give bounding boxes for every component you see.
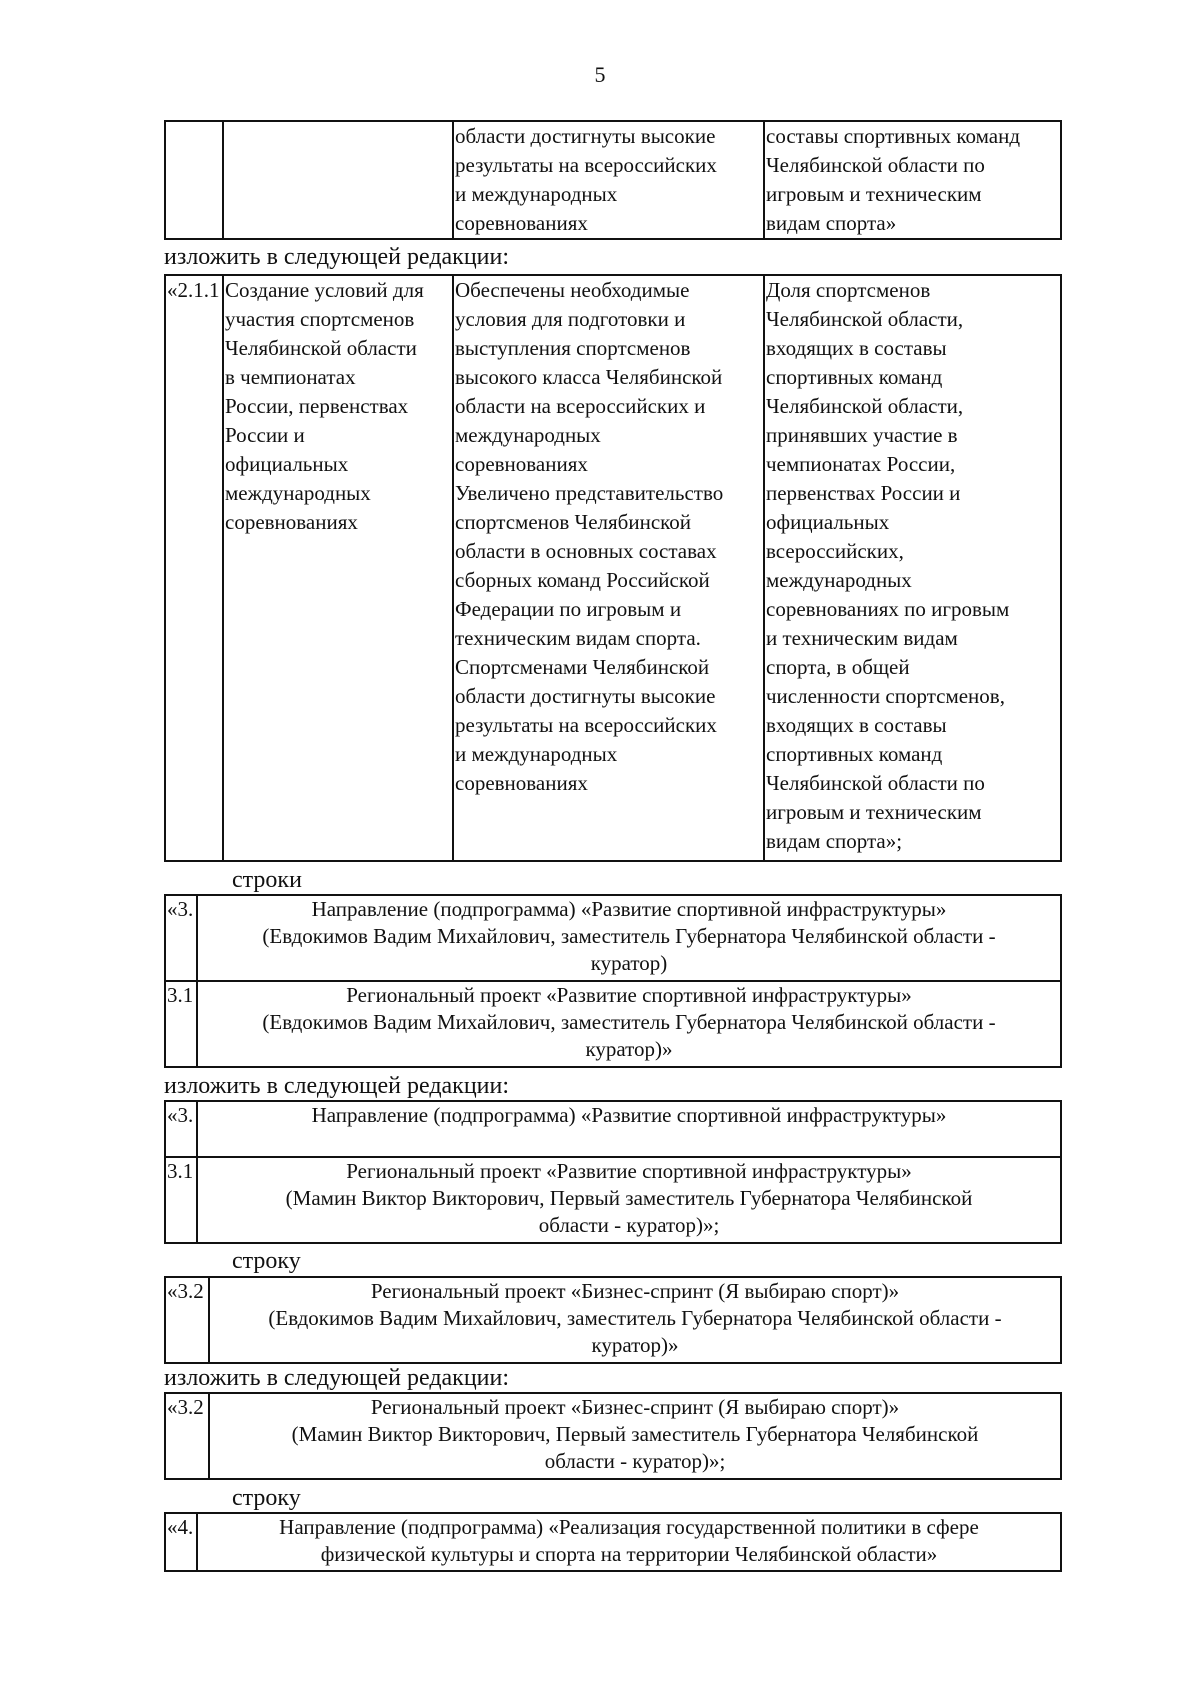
table-cell-number: «3. bbox=[165, 1101, 197, 1157]
table-cell-activity: Создание условий для участия спортсменов Челябинской области в чемпионатах России, первенствах России и официальных международных соревнованиях bbox=[223, 275, 453, 861]
table-row bbox=[165, 1277, 1061, 1363]
table-cell-number bbox=[165, 121, 223, 239]
edit-instruction-2: изложить в следующей редакции: bbox=[164, 1073, 510, 1099]
page-number: 5 bbox=[594, 62, 606, 87]
table-section-3-new bbox=[164, 1100, 1062, 1244]
table-cell-text: Направление (подпрограмма) «Развитие спортивной инфраструктуры» (Евдокимов Вадим Михайлович, заместитель Губернатора Челябинской области - куратор) bbox=[197, 895, 1061, 981]
table-cell-indicator: составы спортивных команд Челябинской области по игровым и техническим видам спорта» bbox=[764, 121, 1061, 239]
table-cell-number: «3.2 bbox=[165, 1393, 209, 1479]
edit-instruction-3: изложить в следующей редакции: bbox=[164, 1365, 510, 1391]
row-label-2: строку bbox=[232, 1485, 301, 1511]
edit-instruction-1: изложить в следующей редакции: bbox=[164, 244, 510, 270]
table-cell-text: Региональный проект «Развитие спортивной инфраструктуры» (Мамин Виктор Викторович, Первый заместитель Губернатора Челябинской области - куратор)»; bbox=[197, 1157, 1061, 1243]
row-label-1: строку bbox=[232, 1248, 301, 1274]
table-cell-result: области достигнуты высокие результаты на всероссийских и международных соревнованиях bbox=[453, 121, 764, 239]
table-cell-number: «4. bbox=[165, 1513, 197, 1571]
table-cell-number: «3.2 bbox=[165, 1277, 209, 1363]
table-row bbox=[165, 121, 1061, 239]
table-row bbox=[165, 895, 1061, 981]
rows-label: строки bbox=[232, 867, 302, 893]
table-row bbox=[165, 1157, 1061, 1243]
table-section-4 bbox=[164, 1512, 1062, 1572]
table-cell-result: Обеспечены необходимые условия для подготовки и выступления спортсменов высокого класса Челябинской области на всероссийских и международных соревнованиях Увеличено представительство спортсменов Челябинской области в основных составах сборных команд Российской Федерации по игровым и техническим видам спорта. Спортсменами Челябинской области достигнуты высокие результаты на всероссийских и международных соревнованиях bbox=[453, 275, 764, 861]
table-cell-indicator: Доля спортсменов Челябинской области, входящих в составы спортивных команд Челябинской области, принявших участие в чемпионатах России, первенствах России и официальных всероссийских, международных соревнованиях по игровым и техническим видам спорта, в общей численности спортсменов, входящих в составы спортивных команд Челябинской области по игровым и техническим видам спорта»; bbox=[764, 275, 1061, 861]
table-cell-text: Направление (подпрограмма) «Реализация государственной политики в сфере физической культуры и спорта на территории Челябинской области» bbox=[197, 1513, 1061, 1571]
table-cell-text: Направление (подпрограмма) «Развитие спортивной инфраструктуры» bbox=[197, 1101, 1061, 1157]
table-row bbox=[165, 1393, 1061, 1479]
table-cell-text: Региональный проект «Бизнес-спринт (Я выбираю спорт)» (Евдокимов Вадим Михайлович, заместитель Губернатора Челябинской области - куратор)» bbox=[209, 1277, 1061, 1363]
table-item-3-2-old bbox=[164, 1276, 1062, 1364]
table-row bbox=[165, 275, 1061, 861]
table-cell-number: 3.1 bbox=[165, 1157, 197, 1243]
table-cell-number: «2.1.1 bbox=[165, 275, 223, 861]
table-cell-activity bbox=[223, 121, 453, 239]
table-row bbox=[165, 1101, 1061, 1157]
table-cell-text: Региональный проект «Бизнес-спринт (Я выбираю спорт)» (Мамин Виктор Викторович, Первый заместитель Губернатора Челябинской области - куратор)»; bbox=[209, 1393, 1061, 1479]
table-item-2-1-1 bbox=[164, 274, 1062, 862]
table-previous-rows-tail bbox=[164, 120, 1062, 240]
table-cell-number: «3. bbox=[165, 895, 197, 981]
table-cell-number: 3.1 bbox=[165, 981, 197, 1067]
table-section-3-old bbox=[164, 894, 1062, 1068]
table-row bbox=[165, 981, 1061, 1067]
table-row bbox=[165, 1513, 1061, 1571]
table-cell-text: Региональный проект «Развитие спортивной инфраструктуры» (Евдокимов Вадим Михайлович, заместитель Губернатора Челябинской области - куратор)» bbox=[197, 981, 1061, 1067]
table-item-3-2-new bbox=[164, 1392, 1062, 1480]
